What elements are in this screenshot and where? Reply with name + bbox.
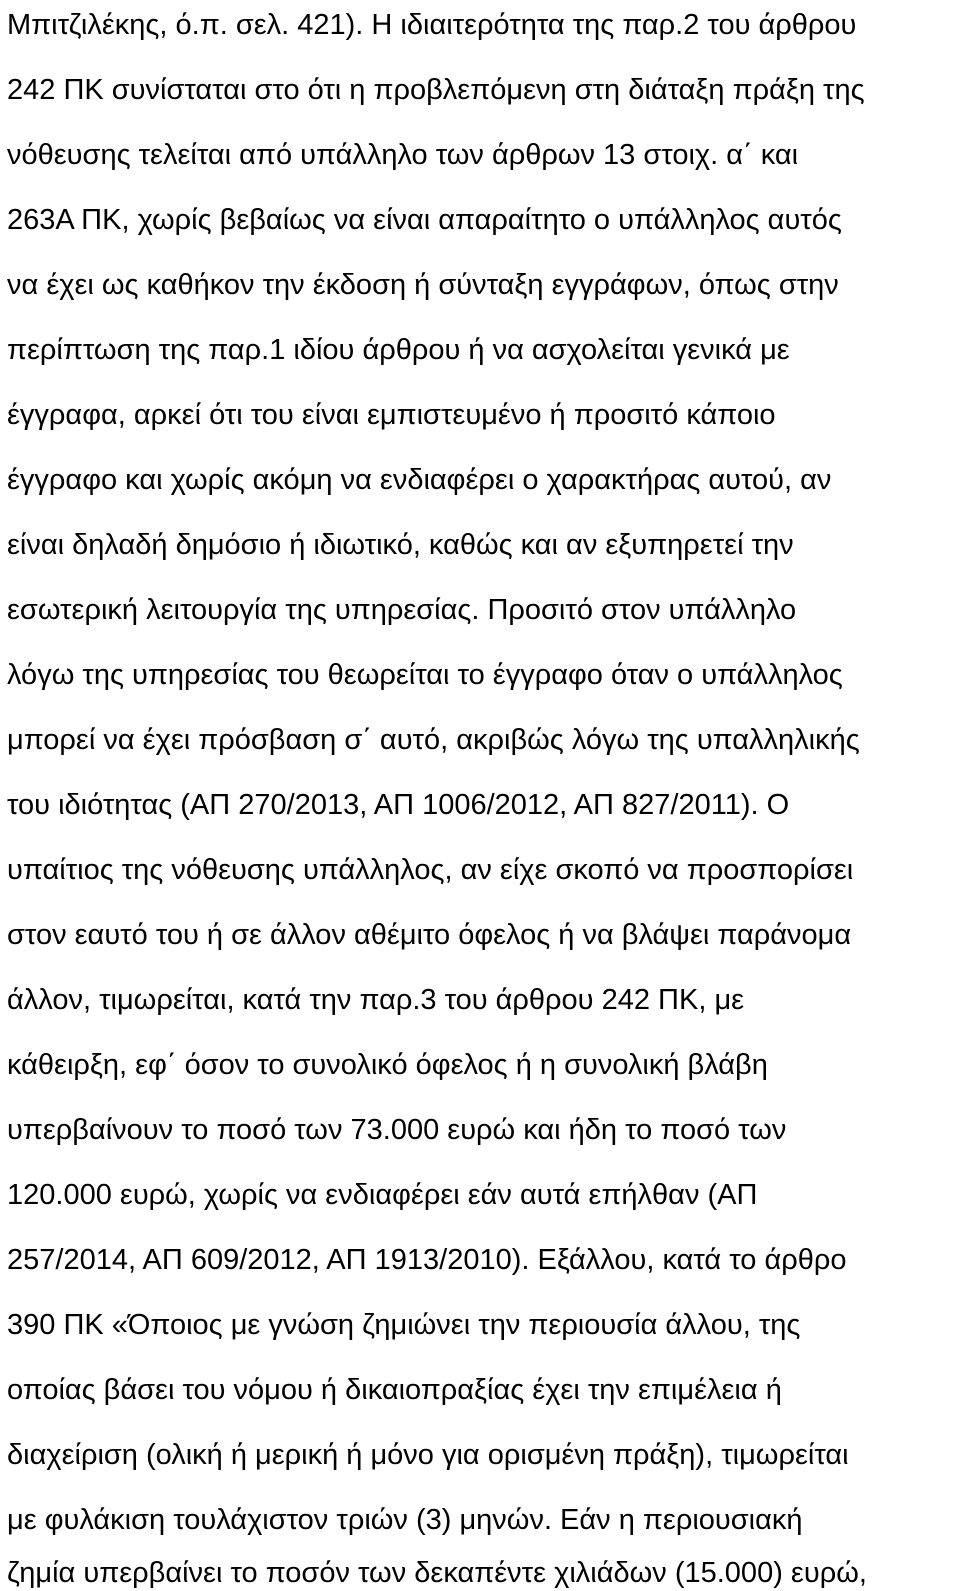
text-line: να έχει ως καθήκον την έκδοση ή σύνταξη εγγράφων, όπως στην — [7, 269, 839, 301]
text-line: μπορεί να έχει πρόσβαση σ΄ αυτό, ακριβώς λόγω της υπαλληλικής — [7, 724, 860, 756]
text-line: λόγω της υπηρεσίας του θεωρείται το έγγραφο όταν ο υπάλληλος — [7, 659, 843, 691]
text-line: στον εαυτό του ή σε άλλον αθέμιτο όφελος ή να βλάψει παράνομα — [7, 919, 852, 951]
text-line: έγγραφα, αρκεί ότι του είναι εμπιστευμένο ή προσιτό κάποιο — [7, 399, 776, 431]
text-line: 390 ΠΚ «Όποιος με γνώση ζημιώνει την περιουσία άλλου, της — [7, 1309, 801, 1341]
text-line: ζημία υπερβαίνει το ποσόν των δεκαπέντε χιλιάδων (15.000) ευρώ, — [7, 1557, 867, 1589]
text-line: Μπιτζιλέκης, ό.π. σελ. 421). Η ιδιαιτερότητα της παρ.2 του άρθρου — [7, 9, 857, 41]
text-line: έγγραφο και χωρίς ακόμη να ενδιαφέρει ο χαρακτήρας αυτού, αν — [7, 464, 832, 496]
text-line: 120.000 ευρώ, χωρίς να ενδιαφέρει εάν αυτά επήλθαν (ΑΠ — [7, 1179, 758, 1211]
text-line: του ιδιότητας (ΑΠ 270/2013, ΑΠ 1006/2012, ΑΠ 827/2011). Ο — [7, 789, 790, 821]
text-line: 242 ΠΚ συνίσταται στο ότι η προβλεπόμενη στη διάταξη πράξη της — [7, 74, 865, 106]
text-line: 257/2014, ΑΠ 609/2012, ΑΠ 1913/2010). Εξάλλου, κατά το άρθρο — [7, 1244, 847, 1276]
text-line: οποίας βάσει του νόμου ή δικαιοπραξίας έχει την επιμέλεια ή — [7, 1374, 782, 1406]
text-line: υπερβαίνουν το ποσό των 73.000 ευρώ και ήδη το ποσό των — [7, 1114, 787, 1146]
text-line: κάθειρξη, εφ΄ όσον το συνολικό όφελος ή η συνολική βλάβη — [7, 1049, 768, 1081]
text-line: νόθευσης τελείται από υπάλληλο των άρθρων 13 στοιχ. α΄ και — [7, 139, 799, 171]
text-line: υπαίτιος της νόθευσης υπάλληλος, αν είχε σκοπό να προσπορίσει — [7, 854, 854, 886]
text-line: διαχείριση (ολική ή μερική ή μόνο για ορισμένη πράξη), τιμωρείται — [7, 1439, 849, 1471]
text-line: είναι δηλαδή δημόσιο ή ιδιωτικό, καθώς και αν εξυπηρετεί την — [7, 529, 794, 561]
text-line: εσωτερική λειτουργία της υπηρεσίας. Προσιτό στον υπάλληλο — [7, 594, 797, 626]
text-line: άλλον, τιμωρείται, κατά την παρ.3 του άρθρου 242 ΠΚ, με — [7, 984, 745, 1016]
text-line: περίπτωση της παρ.1 ιδίου άρθρου ή να ασχολείται γενικά με — [7, 334, 790, 366]
text-line: 263Α ΠΚ, χωρίς βεβαίως να είναι απαραίτητο ο υπάλληλος αυτός — [7, 204, 842, 236]
text-line: με φυλάκιση τουλάχιστον τριών (3) μηνών. Εάν η περιουσιακή — [7, 1504, 803, 1536]
